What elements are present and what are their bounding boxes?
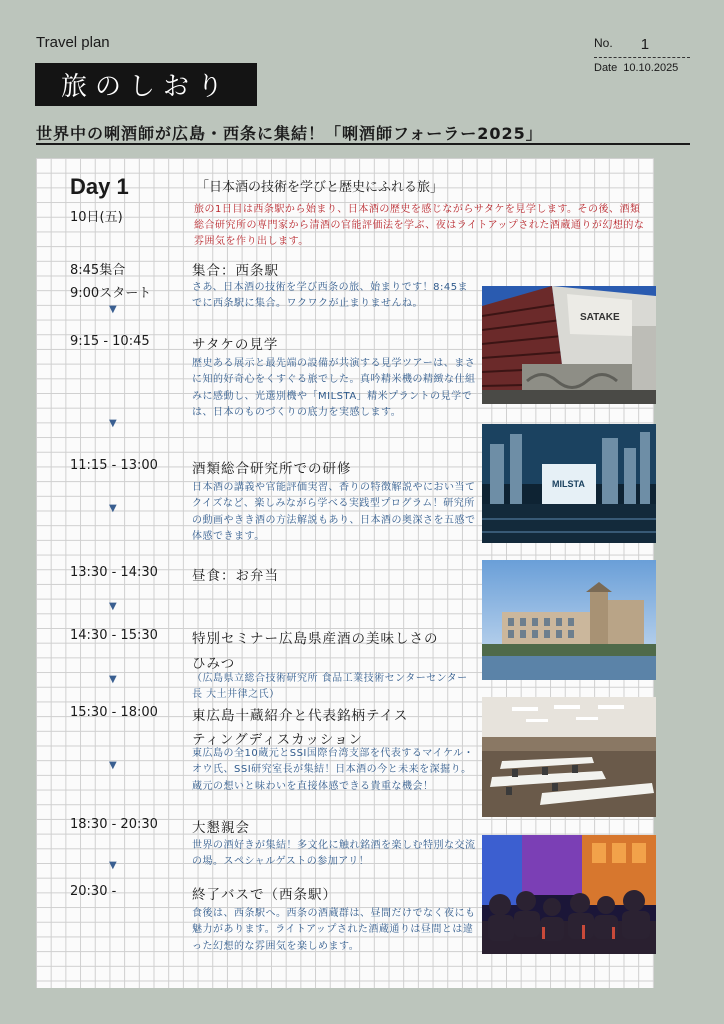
time-satake: 9:15 - 10:45 [70,334,150,349]
event-title-meeting: 集合：西条駅 [192,263,279,279]
event-title-satake: サタケの見学 [192,337,279,353]
photo-satake-building [482,286,656,404]
photo-party [482,835,656,954]
travel-plan-label: Travel plan [36,34,110,51]
arrow-down-icon: ▼ [109,304,117,315]
day-label: Day 1 [70,174,129,199]
svg-text:MILSTA: MILSTA [552,479,585,489]
headline: 世界中の唎酒師が広島・西条に集結！「唎酒師フォーラー2025」 [36,124,543,143]
date-label: Date [594,62,618,74]
headline-rule [36,143,690,145]
event-desc-institute: 日本酒の講義や官能評価実習、香りの特徴解説やにおい当てクイズなど、楽しみながら学べる実践型プログラム！研究所の動画やきき酒の方法解説もあり、日本酒の奥深さを五感で体感できます。 [192,482,476,543]
arrow-down-icon: ▼ [109,674,117,685]
day-intro: 旅の1日目は西条駅から始まり、日本酒の歴史を感じながらサタケを見学します。その後、酒類総合研究所の専門家から清酒の官能評価法を学ぶ、夜はライトアップされた酒蔵通りが幻想的な雰囲気を作り出します。 [194,204,645,247]
arrow-down-icon: ▼ [109,760,117,771]
arrow-down-icon: ▼ [109,860,117,871]
time-tasting: 15:30 - 18:00 [70,705,158,720]
time-bus: 20:30 - [70,884,117,899]
time-party: 18:30 - 20:30 [70,817,158,832]
event-title-seminar-line2: ひみつ [192,656,236,672]
event-desc-satake: 歴史ある展示と最先端の設備が共演する見学ツアーは、まさに知的好奇心をくすぐる旅でした。真吟精米機の精緻な仕組みに感動し、光選別機や「MILSTA」精米プラントの見学では、日本のものづくりの底力を実感します。 [192,358,476,419]
event-desc-start: さあ、日本酒の技術を学び西条の旅、始まりです！8:45までに西条駅に集合。ワクワクが止まりませんね。 [192,282,469,310]
event-title-tasting-line1: 東広島十蔵紹介と代表銘柄テイス [192,708,409,724]
time-start: 9:00スタート [70,286,152,301]
document-number-block [594,36,690,74]
photo-tasting-hall [482,697,656,817]
arrow-down-icon: ▼ [109,503,117,514]
day-subtitle: 「日本酒の技術を学びと歴史にふれる旅」 [196,180,444,195]
event-desc-tasting: 東広島の全10蔵元とSSI国際台湾支部を代表するマイケル・オウ氏、SSI研究室長が集結！日本酒の今と未来を深掘り。蔵元の想いと味わいを直接体感できる貴重な機会！ [192,748,474,792]
event-title-party: 大懇親会 [192,820,250,836]
event-desc-bus: 食後は、西条駅へ。西条の酒蔵群は、昼間だけでなく夜にも魅力があります。ライトアップされた酒蔵通りは昼間とは違った幻想的な雰囲気を楽しめます。 [192,908,476,952]
event-desc-seminar: （広島県立総合技術研究所 食品工業技術センターセンター長 大土井律之氏） [192,673,468,701]
no-label: No. [594,36,613,50]
svg-text:SATAKE: SATAKE [580,312,620,323]
date-value: 10.10.2025 [623,62,679,74]
event-title-seminar-line1: 特別セミナー広島県産酒の美味しさの [192,631,439,647]
time-seminar: 14:30 - 15:30 [70,628,158,643]
arrow-down-icon: ▼ [109,601,117,612]
photo-milsta-plant [482,424,656,543]
page-title: 旅のしおり [35,63,257,106]
day-date: 10日(五) [70,210,123,225]
event-title-institute: 酒類総合研究所での研修 [192,461,352,477]
arrow-down-icon: ▼ [109,418,117,429]
time-institute: 11:15 - 13:00 [70,458,158,473]
photo-institute-building [482,560,656,680]
event-title-tasting-line2: ティングディスカッション [192,732,364,748]
event-title-bus: 終了バスで（西条駅） [192,887,337,903]
no-value: 1 [640,36,650,53]
event-title-lunch: 昼食：お弁当 [192,568,279,584]
event-desc-party: 世界の酒好きが集結！多文化に触れ銘酒を楽しむ特別な交流の場。スペシャルゲストの参加アリ！ [192,840,476,868]
time-meeting: 8:45集合 [70,263,126,278]
time-lunch: 13:30 - 14:30 [70,565,158,580]
grid-paper [36,158,654,988]
